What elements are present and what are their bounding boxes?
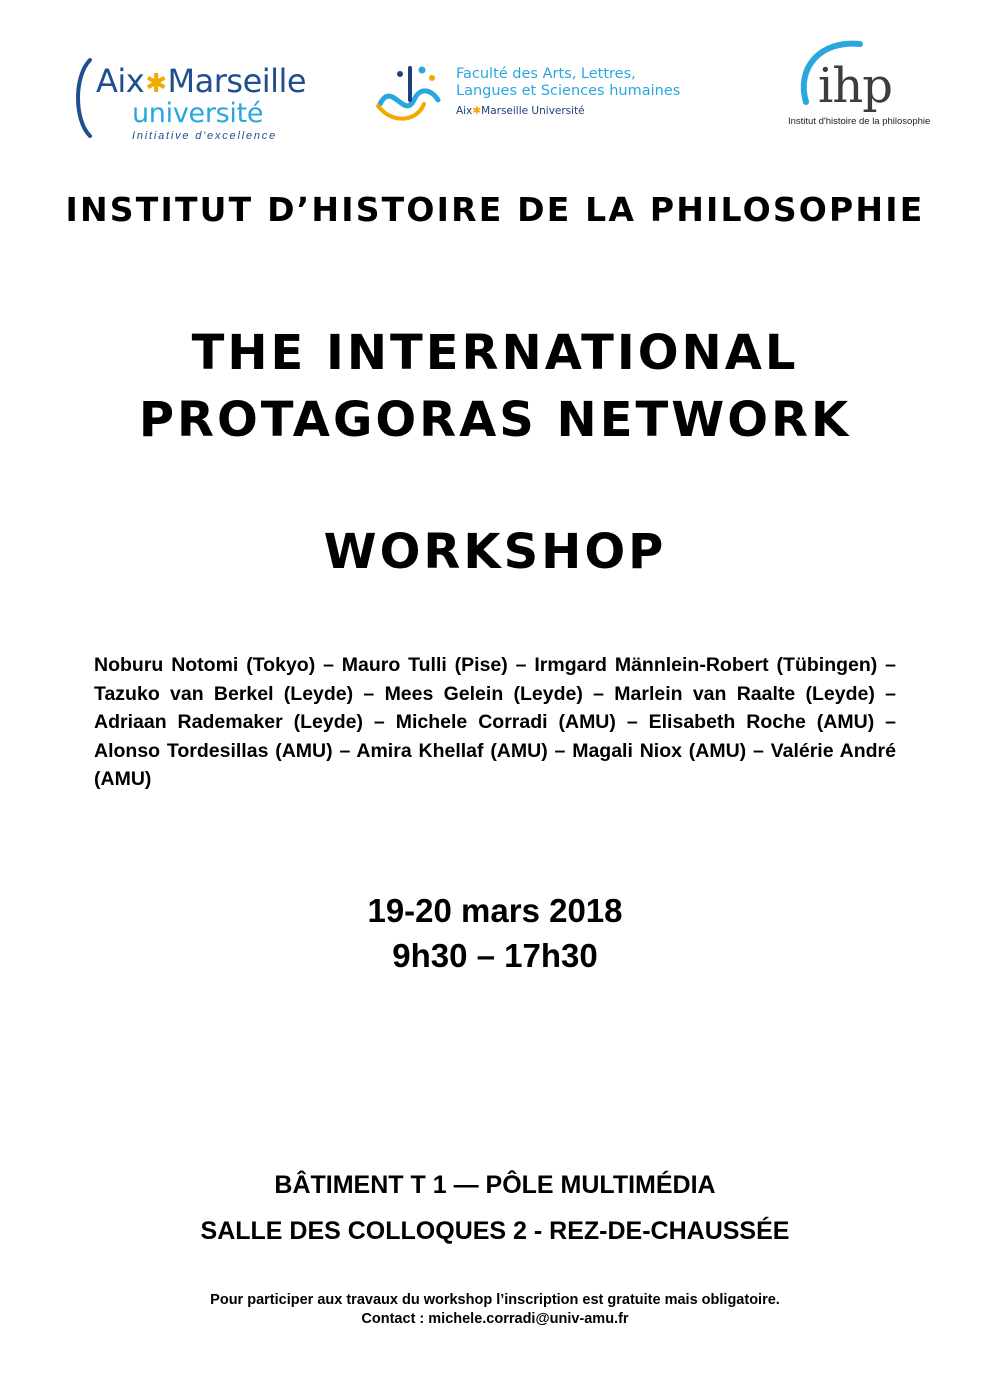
event-title-line-1: THE INTERNATIONAL — [191, 325, 799, 381]
faculty-logo — [374, 60, 694, 130]
institute-heading: INSTITUT D’HISTOIRE DE LA PHILOSOPHIE — [65, 190, 925, 229]
registration-note: Pour participer aux travaux du workshop l’inscription est gratuite mais obligatoire. — [210, 1292, 780, 1308]
logo-wordmark-aix-marseille: Aix✱Marseille — [96, 62, 307, 100]
parenthesis-mark-icon — [70, 58, 94, 138]
faculty-emblem-icon — [374, 60, 444, 124]
event-title-line-2: PROTAGORAS NETWORK — [138, 392, 852, 448]
venue-room: SALLE DES COLLOQUES 2 - REZ-DE-CHAUSSÉE — [200, 1217, 790, 1245]
logo-wordmark-universite: université — [132, 98, 264, 129]
aix-marseille-universite-logo — [70, 56, 310, 142]
faculty-university-label: Aix✱Marseille Université — [456, 105, 585, 117]
ihp-caption: Institut d'histoire de la philosophie — [788, 116, 931, 127]
event-hours: 9h30 – 17h30 — [392, 937, 598, 974]
venue-building: BÂTIMENT T 1 — PÔLE MULTIMÉDIA — [274, 1171, 716, 1199]
ihp-wordmark: ihp — [818, 58, 892, 114]
event-date: 19-20 mars 2018 — [367, 892, 623, 929]
logo-tagline: Initiative d'excellence — [132, 130, 278, 142]
contact-email[interactable]: Contact : michele.corradi@univ-amu.fr — [361, 1311, 629, 1327]
ihp-logo — [782, 38, 932, 134]
star-icon: ✱ — [145, 69, 167, 99]
faculty-name: Faculté des Arts, Lettres, Langues et Sciences humaines — [456, 66, 681, 99]
participants-list: Noburu Notomi (Tokyo) – Mauro Tulli (Pise) – Irmgard Männlein-Robert (Tübingen) – Tazuko van Berkel (Leyde) – Mees Gelein (Leyde) – Marlein van Raalte (Leyde) – Adriaan Rademaker (Leyde) – Michele Corradi (AMU) – Elisabeth Roche (AMU) – Alonso Tordesillas (AMU) – Amira Khellaf (AMU) – Magali Niox (AMU) – Valérie André (AMU) — [94, 654, 896, 790]
event-type-heading: WORKSHOP — [323, 524, 667, 580]
star-icon: ✱ — [472, 105, 482, 117]
